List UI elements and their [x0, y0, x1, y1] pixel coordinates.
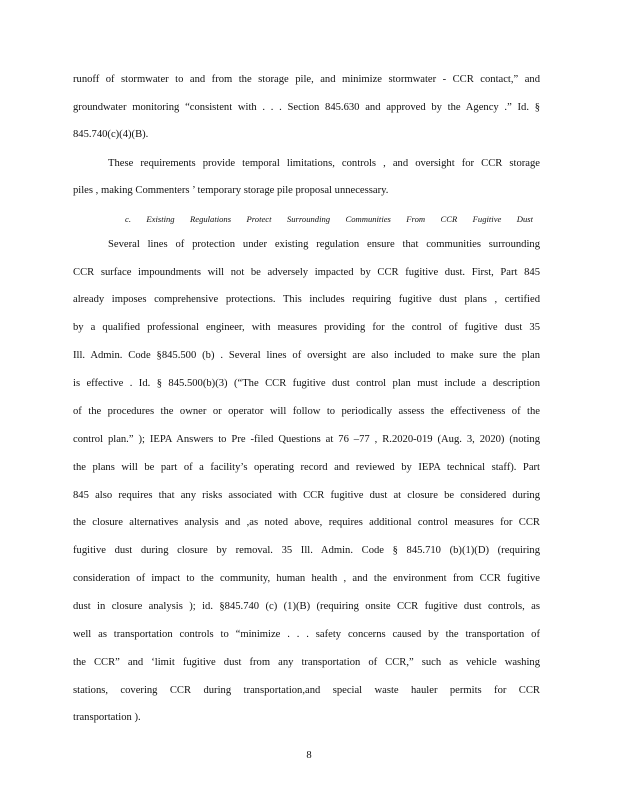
- paragraph-3-line: is effective . Id. § 845.500(b)(3) (“The CCR fugitive dust control plan must include a description: [73, 378, 540, 389]
- paragraph-3-line: by a qualified professional engineer, with measures providing for the control of fugitive dust 35: [73, 322, 540, 333]
- paragraph-1-line: runoff of stormwater to and from the storage pile, and minimize stormwater - CCR contact,” and: [73, 74, 540, 85]
- paragraph-3-line: consideration of impact to the community, human health , and the environment from CCR fugitive: [73, 573, 540, 584]
- paragraph-2-line: These requirements provide temporal limitations, controls , and oversight for CCR storage: [108, 158, 540, 169]
- paragraph-3-line: 845 also requires that any risks associated with CCR fugitive dust at closure be considered during: [73, 490, 540, 501]
- paragraph-3-line: fugitive dust during closure by removal. 35 Ill. Admin. Code § 845.710 (b)(1)(D) (requiring: [73, 545, 540, 556]
- paragraph-3-line: the CCR” and ‘limit fugitive dust from any transportation of CCR,” such as vehicle washing: [73, 657, 540, 668]
- paragraph-3-line: stations, covering CCR during transportation,and special waste hauler permits for CCR: [73, 685, 540, 696]
- paragraph-3-line: well as transportation controls to “minimize . . . safety concerns caused by the transportation of: [73, 629, 540, 640]
- section-heading: c. Existing Regulations Protect Surrounding Communities From CCR Fugitive Dust: [125, 214, 533, 224]
- paragraph-3-line: dust in closure analysis ); id. §845.740 (c) (1)(B) (requiring onsite CCR fugitive dust controls, as: [73, 601, 540, 612]
- paragraph-2-line: piles , making Commenters ’ temporary storage pile proposal unnecessary.: [73, 185, 389, 196]
- paragraph-3-line: control plan.” ); IEPA Answers to Pre -filed Questions at 76 –77 , R.2020-019 (Aug. 3, 2020) (noting: [73, 434, 540, 445]
- paragraph-1-line: 845.740(c)(4)(B).: [73, 129, 149, 140]
- paragraph-3-line: of the procedures the owner or operator will follow to periodically assess the effectiveness of the: [73, 406, 540, 417]
- paragraph-1-line: groundwater monitoring “consistent with . . . Section 845.630 and approved by the Agency .” Id. §: [73, 102, 540, 113]
- page-number: 8: [306, 750, 312, 761]
- paragraph-3-line: the plans will be part of a facility’s operating record and reviewed by IEPA technical staff). Part: [73, 462, 540, 473]
- paragraph-3-line: transportation ).: [73, 712, 141, 723]
- paragraph-3-line: Ill. Admin. Code §845.500 (b) . Several lines of oversight are also included to make sure the plan: [73, 350, 540, 361]
- paragraph-3-line: the closure alternatives analysis and ,as noted above, requires additional control measures for CCR: [73, 517, 540, 528]
- paragraph-3-line: already imposes comprehensive protections. This includes requiring fugitive dust plans , certified: [73, 294, 540, 305]
- paragraph-3-line: CCR surface impoundments will not be adversely impacted by CCR fugitive dust. First, Part 845: [73, 267, 540, 278]
- paragraph-3-line: Several lines of protection under existing regulation ensure that communities surrounding: [108, 239, 540, 250]
